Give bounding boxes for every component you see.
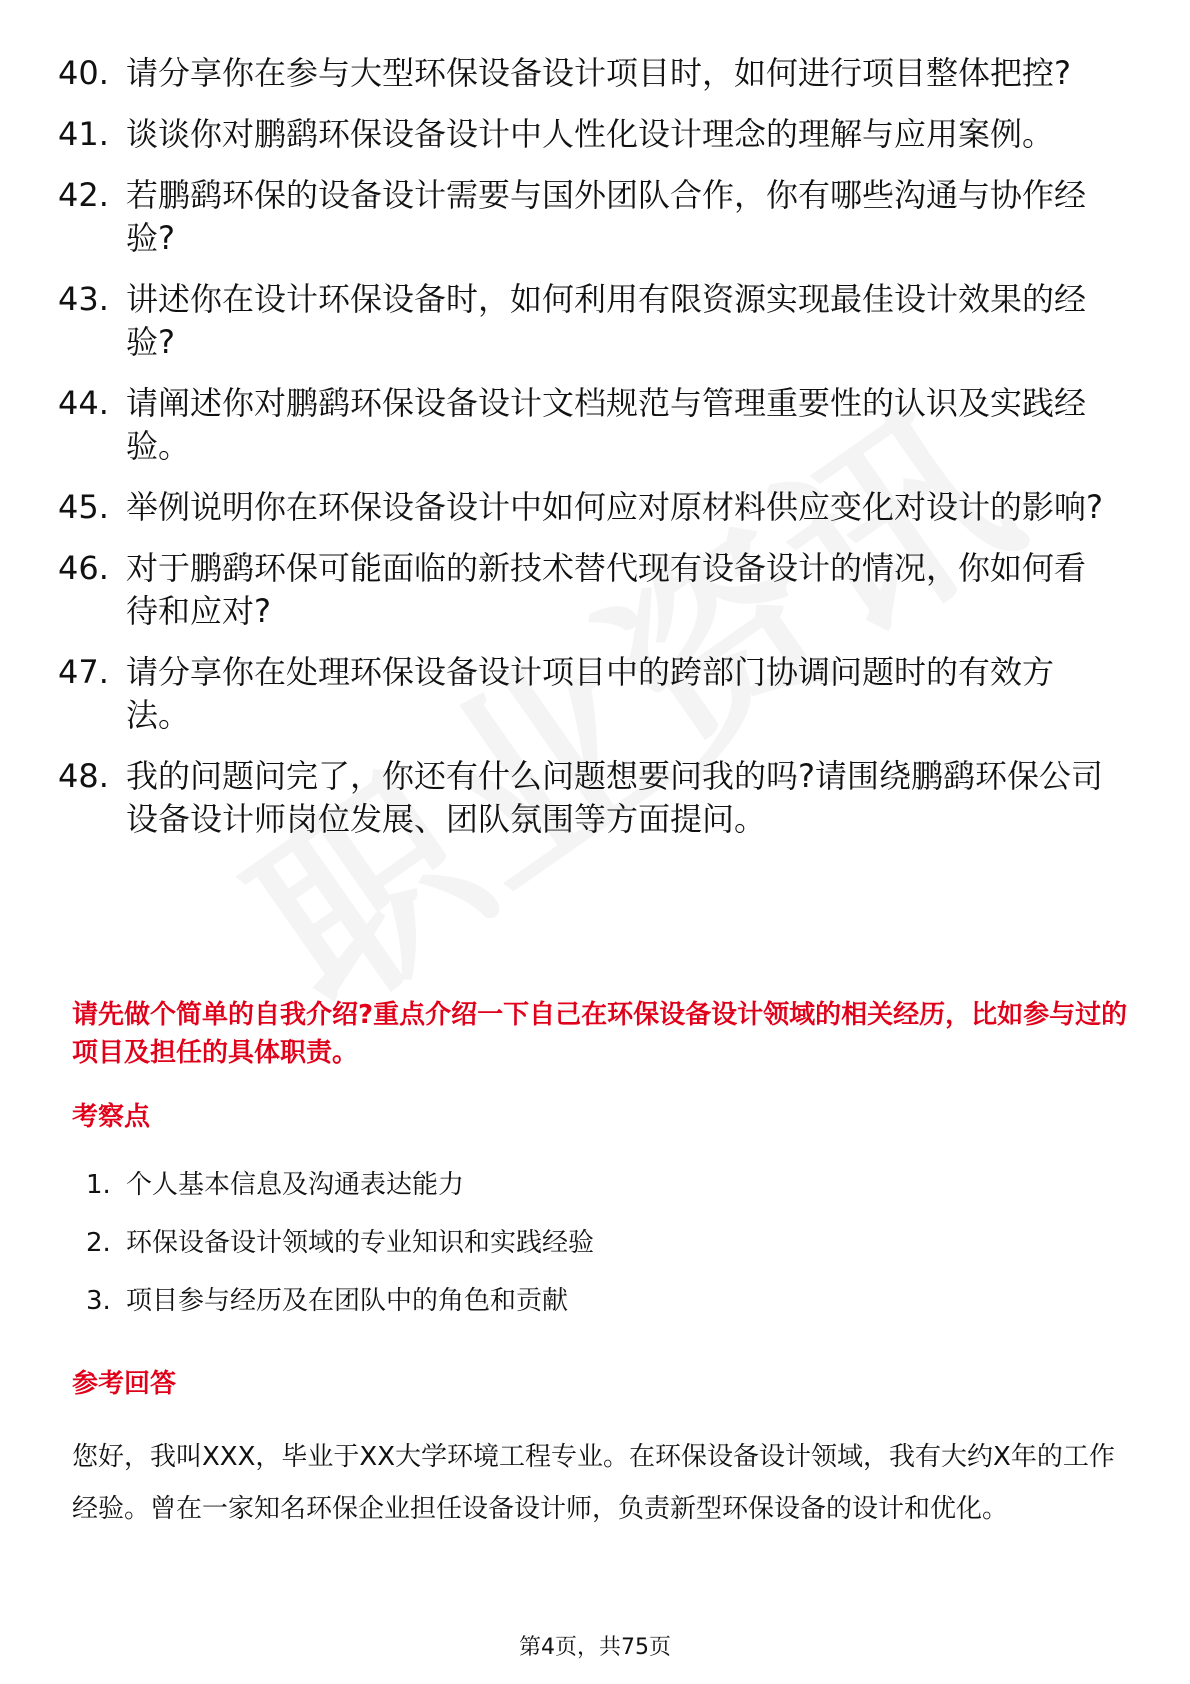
question-text: 若鹏鹞环保的设备设计需要与国外团队合作，你有哪些沟通与协作经验? xyxy=(126,176,1087,257)
question-item xyxy=(58,382,1118,468)
question-text: 谈谈你对鹏鹞环保设备设计中人性化设计理念的理解与应用案例。 xyxy=(126,115,1055,153)
point-text: 环保设备设计领域的专业知识和实践经验 xyxy=(126,1228,595,1258)
question-item xyxy=(58,547,1118,633)
question-list xyxy=(58,52,1118,859)
question-text: 讲述你在设计环保设备时，如何利用有限资源实现最佳设计效果的经验? xyxy=(126,280,1087,361)
point-number: 2. xyxy=(86,1228,111,1258)
question-text: 请阐述你对鹏鹞环保设备设计文档规范与管理重要性的认识及实践经验。 xyxy=(126,384,1087,465)
intro-question: 请先做个简单的自我介绍?重点介绍一下自己在环保设备设计领域的相关经历，比如参与过的项目及担任的具体职责。 xyxy=(72,1000,1128,1068)
question-item xyxy=(58,755,1118,841)
question-item xyxy=(58,174,1118,260)
question-item xyxy=(58,278,1118,364)
point-item xyxy=(86,1166,1086,1204)
answer-text: 您好，我叫XXX，毕业于XX大学环境工程专业。在环保设备设计领域，我有大约X年的工作经验。曾在一家知名环保企业担任设备设计师，负责新型环保设备的设计和优化。 xyxy=(72,1442,1115,1524)
point-item xyxy=(86,1282,1086,1320)
question-number: 44. xyxy=(58,384,109,422)
question-item xyxy=(58,113,1118,156)
page-footer: 第4页，共75页 xyxy=(519,1635,671,1660)
point-number: 1. xyxy=(86,1170,111,1200)
question-number: 46. xyxy=(58,549,109,587)
points-title: 考察点 xyxy=(72,1102,151,1132)
point-number: 3. xyxy=(86,1286,111,1316)
point-text: 个人基本信息及沟通表达能力 xyxy=(126,1170,465,1200)
question-text: 请分享你在处理环保设备设计项目中的跨部门协调问题时的有效方法。 xyxy=(126,653,1055,734)
question-text: 举例说明你在环保设备设计中如何应对原材料供应变化对设计的影响? xyxy=(126,488,1103,526)
question-text: 请分享你在参与大型环保设备设计项目时，如何进行项目整体把控? xyxy=(126,54,1071,92)
question-number: 42. xyxy=(58,176,109,214)
point-text: 项目参与经历及在团队中的角色和贡献 xyxy=(126,1286,569,1316)
question-number: 48. xyxy=(58,757,109,795)
question-text: 对于鹏鹞环保可能面临的新技术替代现有设备设计的情况，你如何看待和应对? xyxy=(126,549,1087,630)
points-list xyxy=(86,1166,1086,1340)
question-item xyxy=(58,52,1118,95)
question-number: 41. xyxy=(58,115,109,153)
question-number: 45. xyxy=(58,488,109,526)
point-item xyxy=(86,1224,1086,1262)
answer-title: 参考回答 xyxy=(72,1369,177,1399)
question-number: 47. xyxy=(58,653,109,691)
question-item xyxy=(58,486,1118,529)
question-number: 40. xyxy=(58,54,109,92)
question-item xyxy=(58,651,1118,737)
question-number: 43. xyxy=(58,280,109,318)
question-text: 我的问题问完了，你还有什么问题想要问我的吗?请围绕鹏鹞环保公司设备设计师岗位发展、团队氛围等方面提问。 xyxy=(126,757,1103,838)
